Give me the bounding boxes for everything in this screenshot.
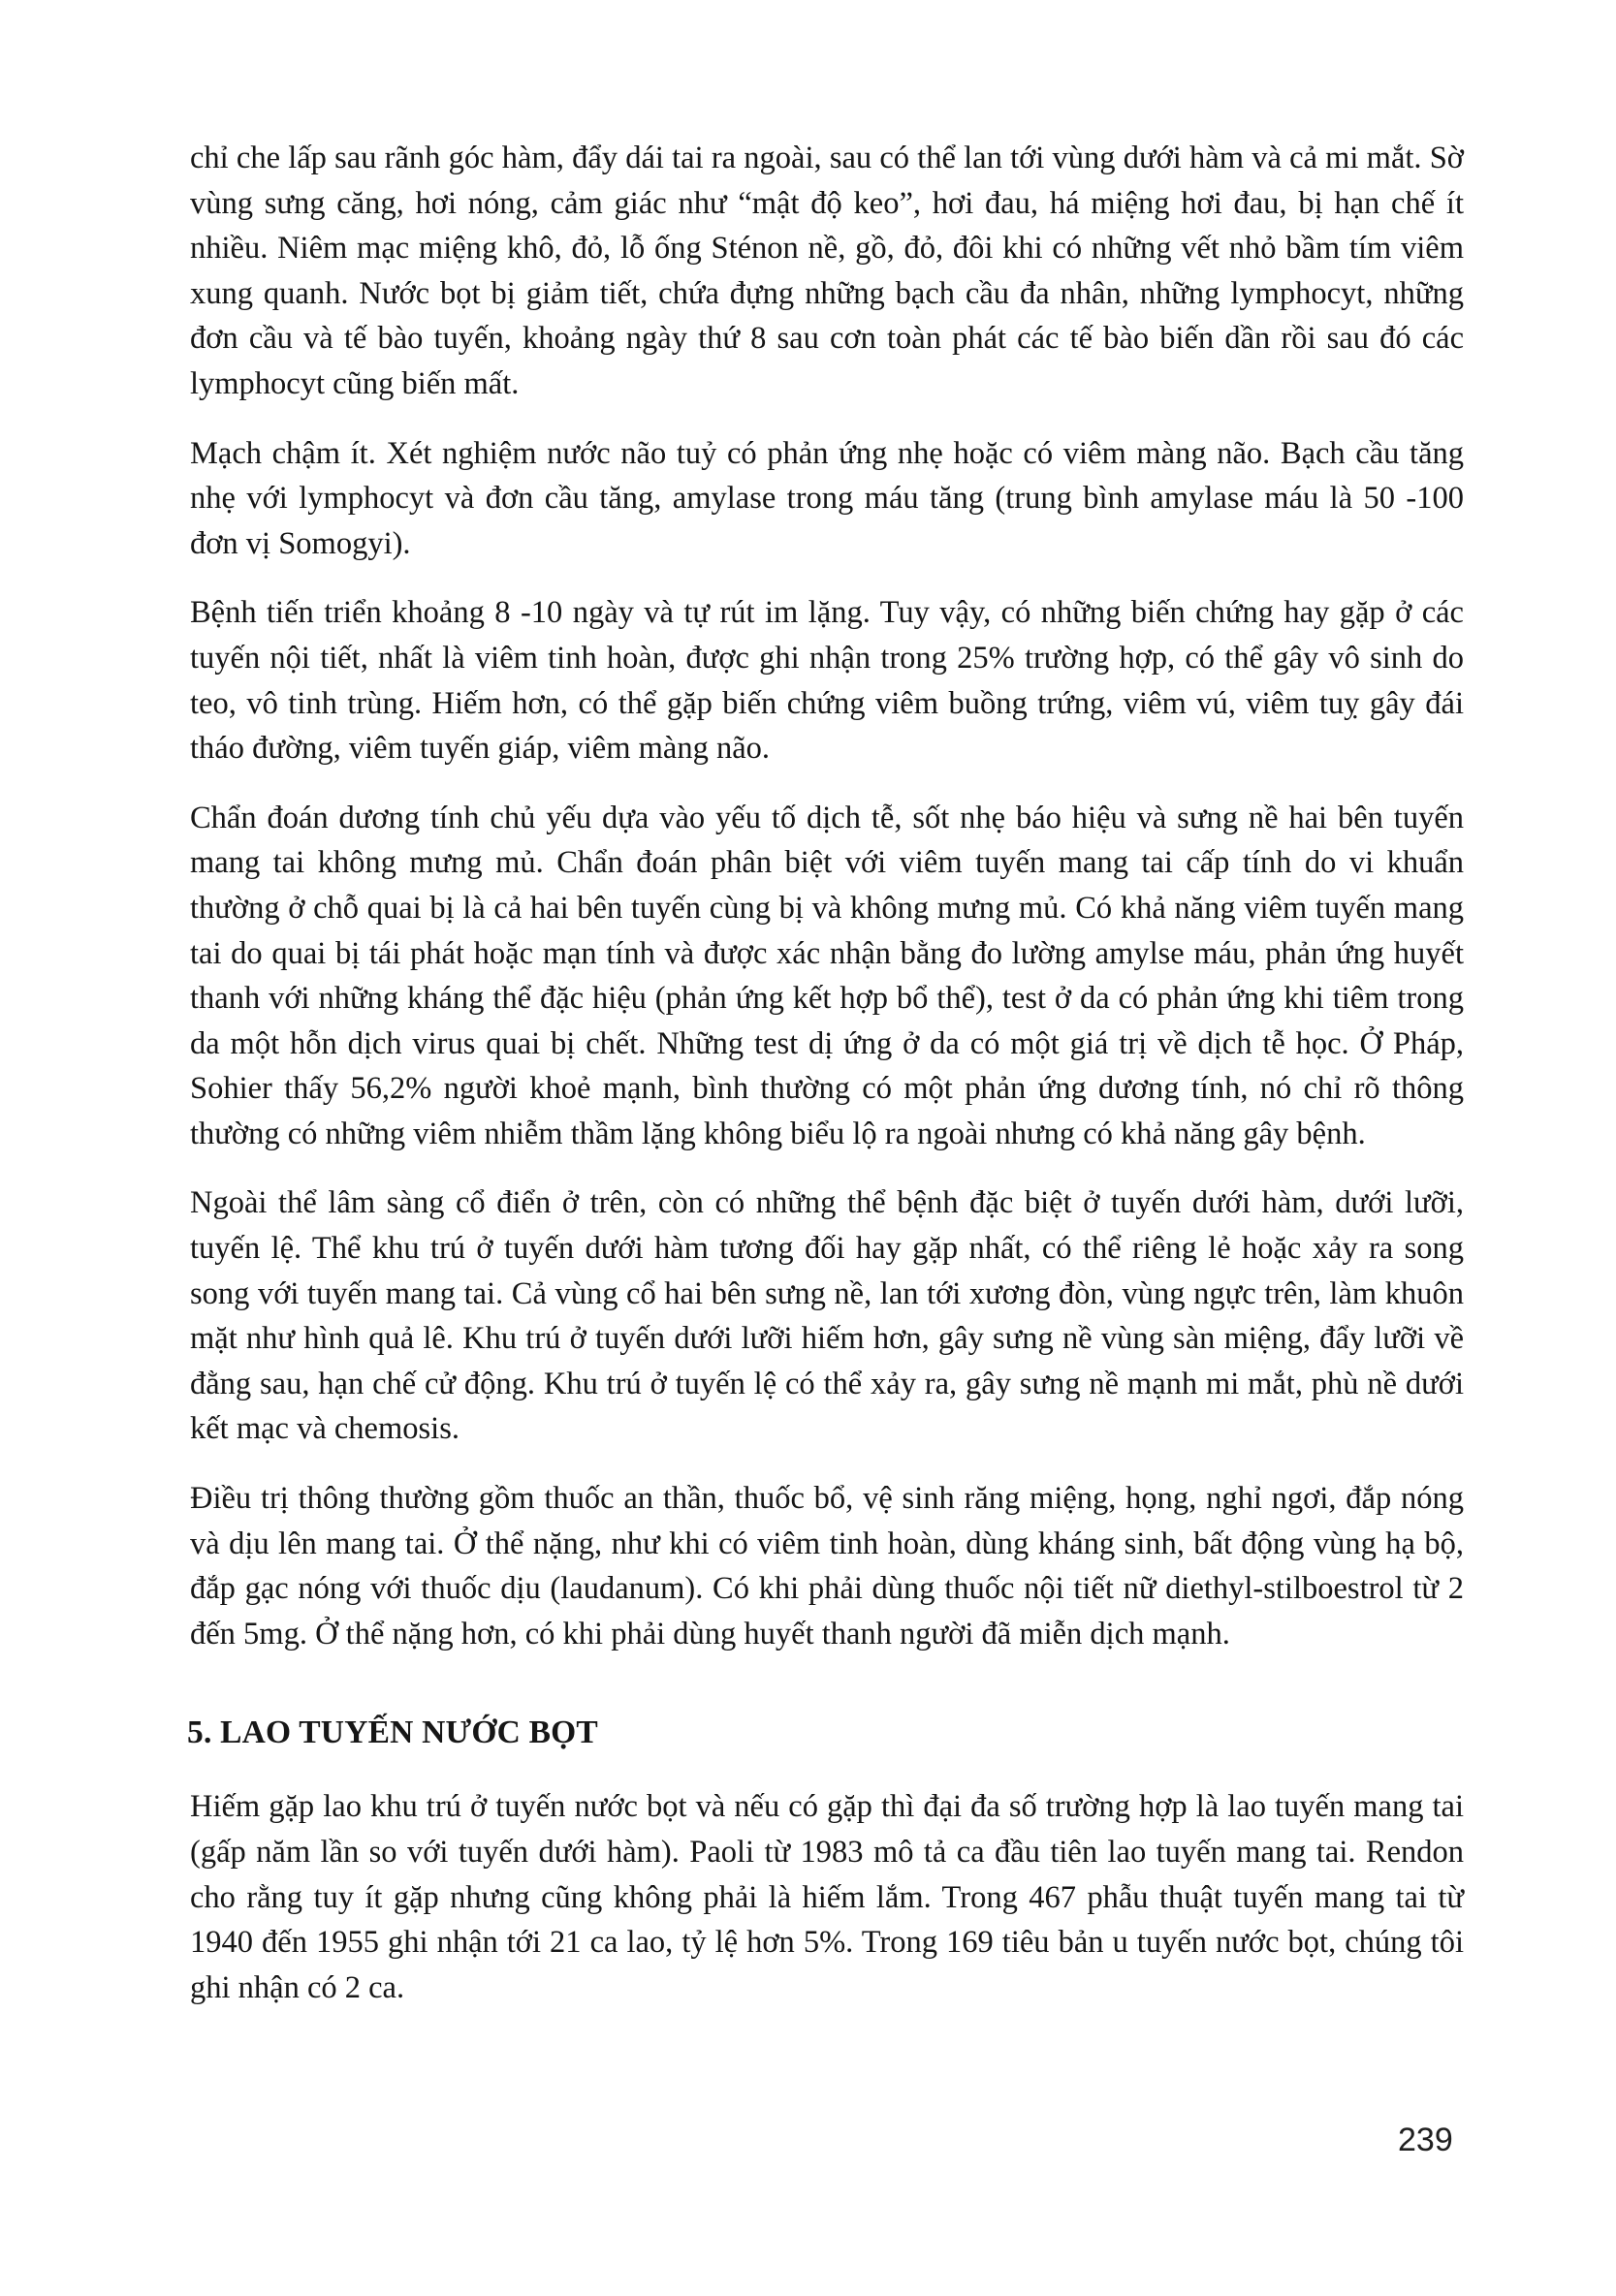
section-heading: 5. LAO TUYẾN NƯỚC BỌT <box>187 1714 598 1751</box>
paragraph-treatment: Điều trị thông thường gồm thuốc an thần, thuốc bổ, vệ sinh răng miệng, họng, nghỉ ngơi, đắp nóng và dịu lên mang tai. Ở thể nặng, như khi có viêm tinh hoàn, dùng kháng sinh, bất động vùng hạ bộ, đắp gạc nóng với thuốc dịu (laudanum). Có khi phải dùng thuốc nội tiết nữ diethyl-stilboestrol từ 2 đến 5mg. Ở thể nặng hơn, có khi phải dùng huyết thanh người đã miễn dịch mạnh. <box>190 1481 1464 1651</box>
paragraph-special-forms: Ngoài thể lâm sàng cổ điển ở trên, còn có những thể bệnh đặc biệt ở tuyến dưới hàm, dưới lưỡi, tuyến lệ. Thể khu trú ở tuyến dưới hàm tương đối hay gặp nhất, có thể riêng lẻ hoặc xảy ra song song với tuyến mang tai. Cả vùng cổ hai bên sưng nề, lan tới xương đòn, vùng ngực trên, làm khuôn mặt như hình quả lê. Khu trú ở tuyến dưới lưỡi hiếm hơn, gây sưng nề vùng sàn miệng, đẩy lưỡi về đằng sau, hạn chế cử động. Khu trú ở tuyến lệ có thể xảy ra, gây sưng nề mạnh mi mắt, phù nề dưới kết mạc và chemosis. <box>190 1185 1464 1447</box>
paragraph-diagnosis: Chẩn đoán dương tính chủ yếu dựa vào yếu tố dịch tễ, sốt nhẹ báo hiệu và sưng nề hai bên tuyến mang tai không mưng mủ. Chẩn đoán phân biệt với viêm tuyến mang tai cấp tính do vi khuẩn thường ở chỗ quai bị là cả hai bên tuyến cùng bị và không mưng mủ. Có khả năng viêm tuyến mang tai do quai bị tái phát hoặc mạn tính và được xác nhận bằng đo lường amylse máu, phản ứng huyết thanh với những kháng thể đặc hiệu (phản ứng kết hợp bổ thể), test ở da có phản ứng khi tiêm trong da một hỗn dịch virus quai bị chết. Những test dị ứng ở da có một giá trị về dịch tễ học. Ở Pháp, Sohier thấy 56,2% người khoẻ mạnh, bình thường có một phản ứng dương tính, nó chỉ rõ thông thường có những viêm nhiễm thầm lặng không biểu lộ ra ngoài nhưng có khả năng gây bệnh. <box>190 800 1464 1151</box>
paragraph-lab-findings: Mạch chậm ít. Xét nghiệm nước não tuỷ có phản ứng nhẹ hoặc có viêm màng não. Bạch cầu tăng nhẹ với lymphocyt và đơn cầu tăng, amylase trong máu tăng (trung bình amylase máu là 50 -100 đơn vị Somogyi). <box>190 435 1464 561</box>
paragraph-tuberculosis: Hiếm gặp lao khu trú ở tuyến nước bọt và nếu có gặp thì đại đa số trường hợp là lao tuyến mang tai (gấp năm lần so với tuyến dưới hàm). Paoli từ 1983 mô tả ca đầu tiên lao tuyến mang tai. Rendon cho rằng tuy ít gặp nhưng cũng không phải là hiếm lắm. Trong 467 phẫu thuật tuyến mang tai từ 1940 đến 1955 ghi nhận tới 21 ca lao, tỷ lệ hơn 5%. Trong 169 tiêu bản u tuyến nước bọt, chúng tôi ghi nhận có 2 ca. <box>190 1789 1464 2005</box>
paragraph-swelling-symptoms: chỉ che lấp sau rãnh góc hàm, đẩy dái tai ra ngoài, sau có thể lan tới vùng dưới hàm và cả mi mắt. Sờ vùng sưng căng, hơi nóng, cảm giác như “mật độ keo”, hơi đau, há miệng hơi đau, bị hạn chế ít nhiều. Niêm mạc miệng khô, đỏ, lỗ ống Sténon nề, gồ, đỏ, đôi khi có những vết nhỏ bầm tím viêm xung quanh. Nước bọt bị giảm tiết, chứa đựng những bạch cầu đa nhân, những lymphocyt, những đơn cầu và tế bào tuyến, khoảng ngày thứ 8 sau cơn toàn phát các tế bào biến dần rồi sau đó các lymphocyt cũng biến mất. <box>190 141 1464 401</box>
paragraph-complications: Bệnh tiến triển khoảng 8 -10 ngày và tự rút im lặng. Tuy vậy, có những biến chứng hay gặp ở các tuyến nội tiết, nhất là viêm tinh hoàn, được ghi nhận trong 25% trường hợp, có thể gây vô sinh do teo, vô tinh trùng. Hiếm hơn, có thể gặp biến chứng viêm buồng trứng, viêm vú, viêm tuỵ gây đái tháo đường, viêm tuyến giáp, viêm màng não. <box>190 595 1464 767</box>
page-number: 239 <box>1398 2122 1453 2158</box>
page-body <box>187 136 1464 2034</box>
